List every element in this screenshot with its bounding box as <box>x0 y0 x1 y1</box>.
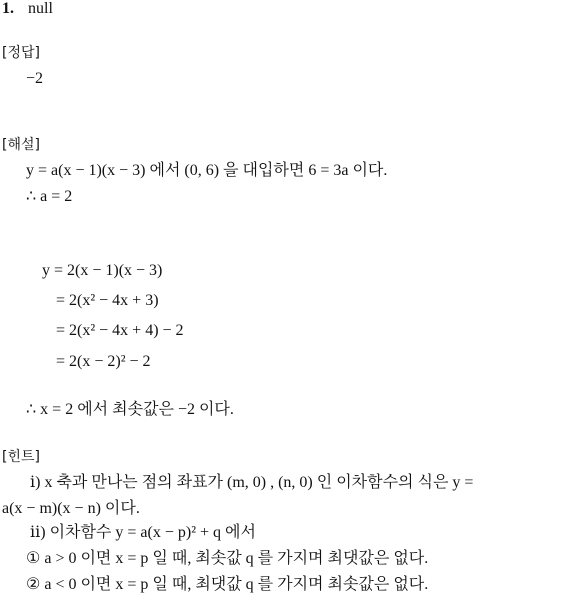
hint-line-3: ⅱ) 이차함수 y = a(x − p)² + q 에서 <box>30 524 256 541</box>
hint-line-4: ① a > 0 이면 x = p 일 때, 최솟값 q 를 가지며 최댓값은 없다. <box>26 550 429 567</box>
equation-step-3: = 2(x² − 4x + 4) − 2 <box>56 322 184 339</box>
hint-line-1: ⅰ) x 축과 만나는 점의 좌표가 (m, 0) , (n, 0) 인 이차함수의 식은 y = <box>30 474 474 491</box>
problem-number: 1. <box>2 0 14 17</box>
explanation-line-2: ∴ a = 2 <box>26 188 73 205</box>
answer-header: [정답] <box>2 45 40 61</box>
hint-header: [힌트] <box>2 449 40 465</box>
explanation-conclusion: ∴ x = 2 에서 최솟값은 −2 이다. <box>26 401 234 418</box>
answer-value: −2 <box>26 70 44 87</box>
hint-line-5: ② a < 0 이면 x = p 일 때, 최댓값 q 를 가지며 최솟값은 없다. <box>26 576 429 593</box>
problem-text: null <box>28 0 53 17</box>
equation-step-2: = 2(x² − 4x + 3) <box>56 292 159 309</box>
equation-step-4: = 2(x − 2)² − 2 <box>56 353 151 370</box>
explanation-line-1: y = a(x − 1)(x − 3) 에서 (0, 6) 을 대입하면 6 = 3a 이다. <box>26 162 388 179</box>
explanation-header: [해설] <box>2 137 40 153</box>
hint-line-2: a(x − m)(x − n) 이다. <box>2 500 140 517</box>
equation-step-1: y = 2(x − 1)(x − 3) <box>42 262 163 279</box>
